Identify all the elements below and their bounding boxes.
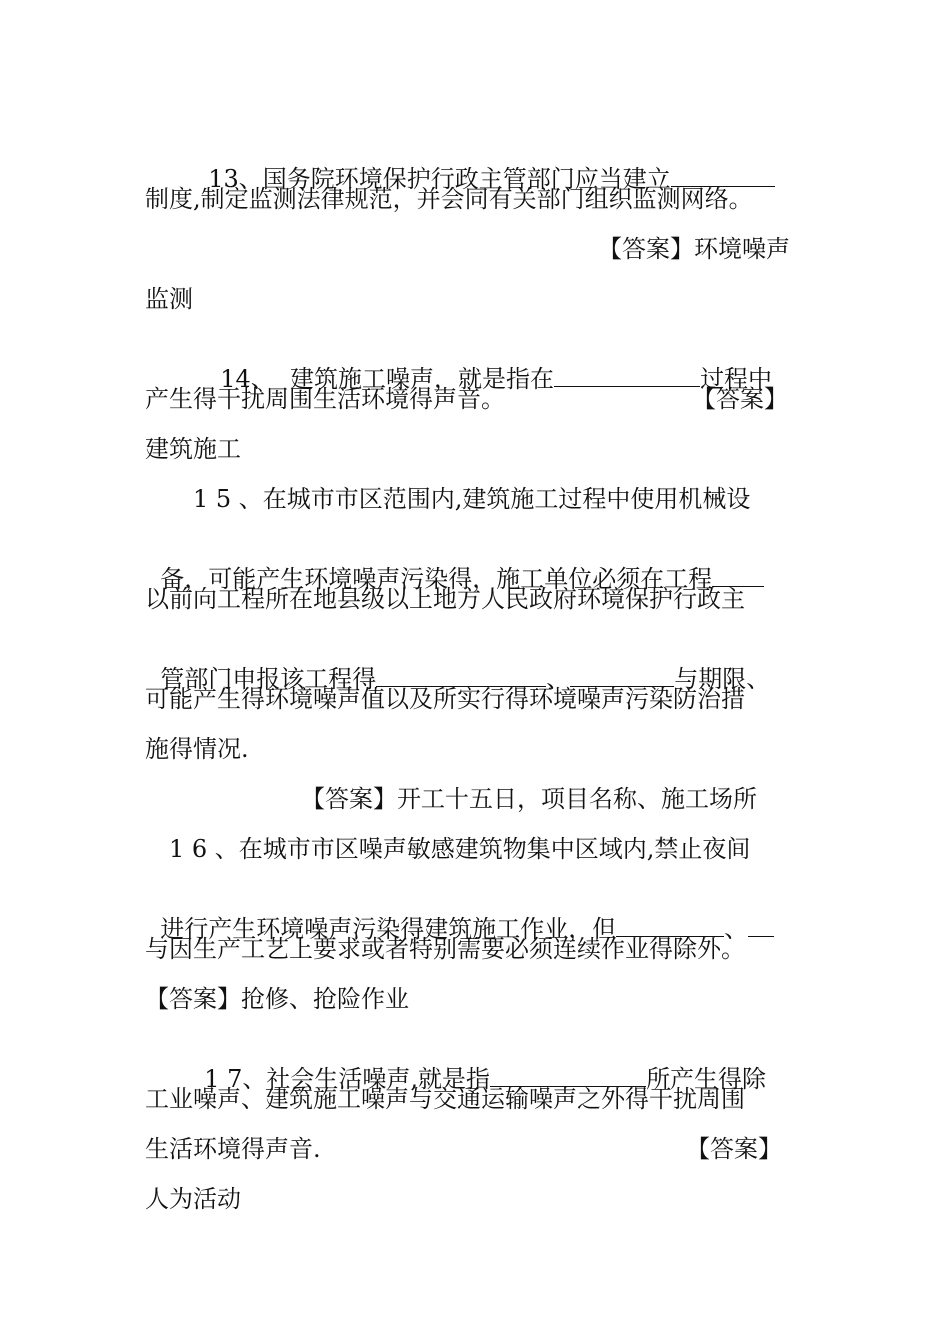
q15-line3: 以前向工程所在地县级以上地方人民政府环境保护行政主 <box>145 585 745 613</box>
q13-text1: 13、国务院环境保护行政主管部门应当建立 <box>208 165 671 193</box>
q13-answer-cont: 监测 <box>145 285 193 313</box>
q16-blank2 <box>748 914 774 937</box>
q16-line3: 与因生产工艺上要求或者特别需要必须连续作业得除外。 <box>145 935 745 963</box>
q14-answer-label: 【答案】 <box>692 385 788 413</box>
q15-text4c: 与期限、 <box>674 665 771 693</box>
q17-text1b: 所产生得除 <box>646 1065 767 1093</box>
q13-answer: 【答案】环境噪声 <box>598 235 790 263</box>
q15-line5: 可能产生得环境噪声值以及所实行得环境噪声污染防治措 <box>145 685 745 713</box>
q14-line2: 产生得干扰周围生活环境得声音。 <box>145 385 505 413</box>
q17-answer: 人为活动 <box>145 1185 241 1213</box>
q15-line6: 施得情况. <box>145 735 249 763</box>
q15-line1: 1 5 、在城市市区范围内,建筑施工过程中使用机械设 <box>193 485 751 513</box>
q17-line2: 工业噪声、建筑施工噪声与交通运输噪声之外得干扰周围 <box>145 1085 745 1113</box>
q15-text4b: 、 <box>546 665 571 693</box>
q15-text4a: 管部门申报该工程得 <box>160 665 377 693</box>
q17-answer-label: 【答案】 <box>686 1135 782 1163</box>
q14-text1b: 过程中 <box>700 365 773 393</box>
q14-answer: 建筑施工 <box>145 435 241 463</box>
q16-answer: 【答案】抢修、抢险作业 <box>145 985 409 1013</box>
q13-line2: 制度,制定监测法律规范，并会同有关部门组织监测网络。 <box>145 185 753 213</box>
q16-line1: 1 6 、在城市市区噪声敏感建筑物集中区域内,禁止夜间 <box>169 835 751 863</box>
q17-line3: 生活环境得声音. <box>145 1135 321 1163</box>
q14-blank <box>554 364 700 387</box>
q16-text2b: 、 <box>724 915 749 943</box>
q16-text2a: 进行产生环境噪声污染得建筑施工作业，但 <box>160 915 617 943</box>
q14-text1a: 14、 建筑施工噪声，就是指在 <box>220 365 555 393</box>
q15-answer: 【答案】开工十五日，项目名称、施工场所 <box>301 785 757 813</box>
q17-text1a: 1 7、社会生活噪声,就是指 <box>204 1065 491 1093</box>
q15-text2: 备，可能产生环境噪声污染得，施工单位必须在工程 <box>160 565 713 593</box>
